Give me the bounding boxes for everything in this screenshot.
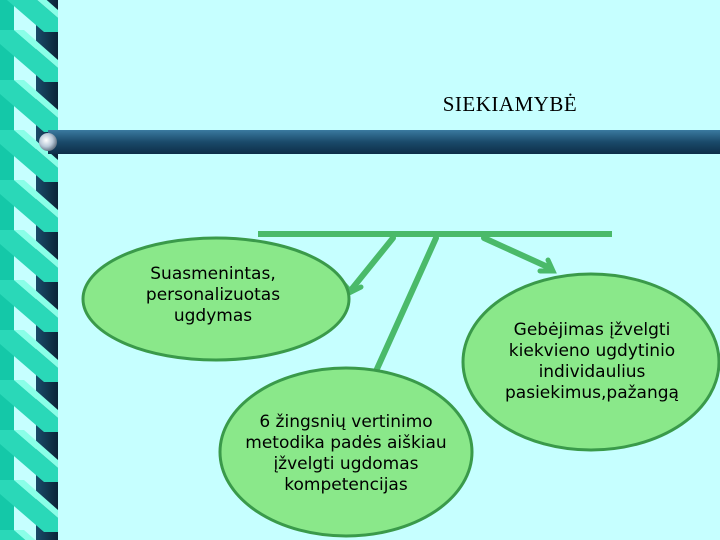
arrow-to-right-node — [484, 238, 550, 268]
arrow-to-left-node — [351, 238, 393, 290]
left-decorative-strip — [0, 0, 58, 540]
bar-knob — [39, 133, 57, 151]
node-left-label: Suasmenintas, personalizuotas ugdymas — [145, 264, 281, 326]
slide-title: SIEKIAMYBĖ — [442, 92, 578, 116]
title-divider-bar — [39, 130, 720, 154]
node-right-label: Gebėjimas įžvelgti kiekvieno ugdytinio individaulius pasiekimus,pažangą — [505, 320, 679, 403]
arrow-to-bottom-node — [372, 238, 436, 380]
node-bottom-label: 6 žingsnių vertinimo metodika padės aiškiau įžvelgti ugdomas kompetencijas — [245, 412, 447, 495]
